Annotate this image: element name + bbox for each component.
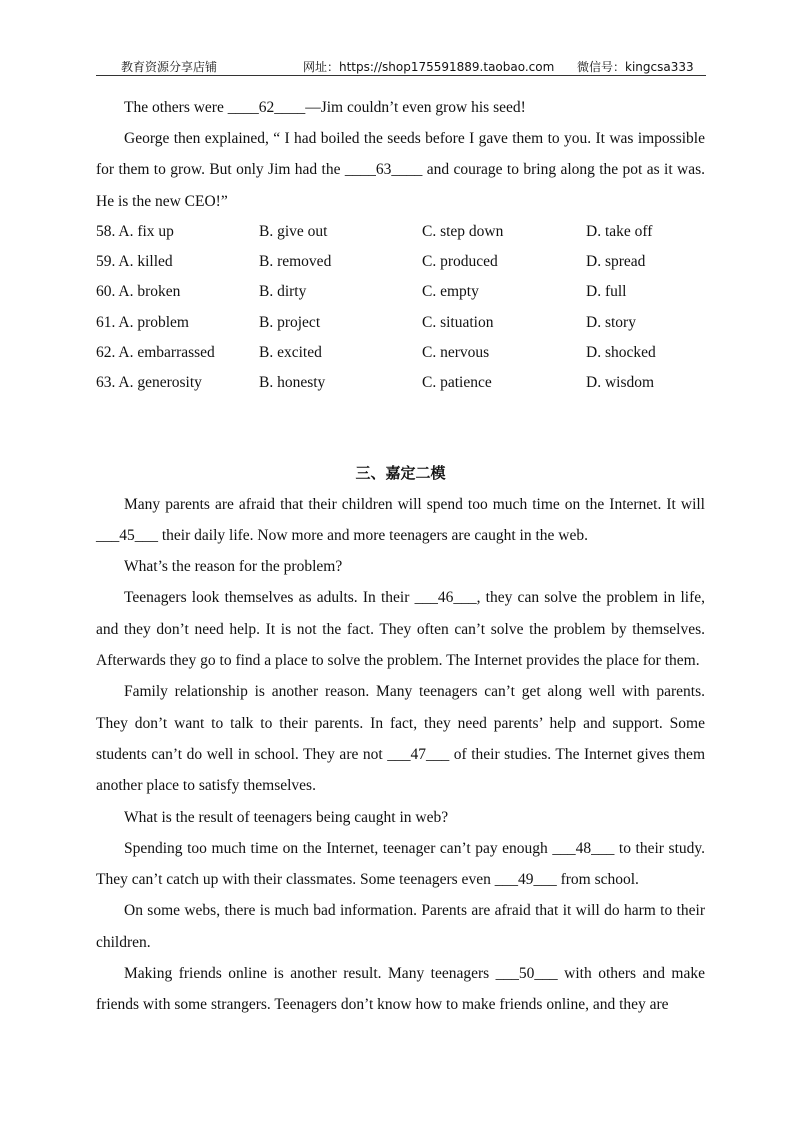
- option-d: D. spread: [586, 253, 646, 271]
- header-shop-name: 教育资源分享店铺: [121, 60, 218, 74]
- option-c: C. nervous: [422, 344, 490, 361]
- option-d: D. wisdom: [586, 374, 655, 392]
- option-b: B. project: [259, 313, 321, 331]
- option-a: 63. A. generosity: [96, 374, 202, 392]
- option-c: C. patience: [422, 374, 492, 392]
- option-row: [96, 217, 705, 247]
- option-row: [96, 338, 705, 368]
- option-c: C. produced: [422, 253, 498, 271]
- option-a: 59. A. killed: [96, 253, 173, 271]
- header-wechat: 微信号：kingcsa333: [577, 60, 694, 74]
- option-a: 62. A. embarrassed: [96, 344, 215, 361]
- section-passage: [96, 489, 705, 1021]
- passage-paragraph: What’s the reason for the problem?: [124, 558, 343, 576]
- option-b: B. excited: [259, 344, 322, 361]
- section-title: 三、嘉定二模: [355, 463, 446, 482]
- option-c: C. step down: [422, 222, 504, 240]
- option-b: B. dirty: [259, 283, 307, 301]
- passage-paragraph: What is the result of teenagers being caught in web?: [124, 808, 449, 826]
- option-d: D. take off: [586, 222, 653, 240]
- options-table: [96, 217, 705, 399]
- option-a: 58. A. fix up: [96, 222, 174, 240]
- page-header: [96, 57, 706, 76]
- passage-paragraph: George then explained, “ I had boiled the seeds before I gave them to you. It was impossible for them to grow. But only Jim had the ____63____ and courage to bring along the pot as it was. He is the new CEO!”: [96, 130, 705, 210]
- passage-paragraph: The others were ____62____—Jim couldn’t even grow his seed!: [124, 99, 526, 116]
- passage-paragraph: Many parents are afraid that their children will spend too much time on the Internet. It will ___45___ their daily life. Now more and more teenagers are caught in the web.: [96, 495, 705, 544]
- passage-paragraph: Teenagers look themselves as adults. In their ___46___, they can solve the problem in life, and they don’t need help. It is not the fact. They often can’t solve the problem by themselves. Afterwards they go to find a place to solve the problem. The Internet provides the place for them.: [96, 589, 705, 670]
- option-d: D. story: [586, 313, 636, 331]
- passage-paragraph: Making friends online is another result. Many teenagers ___50___ with others and make friends with some strangers. Teenagers don’t know how to make friends online, and they are: [96, 965, 705, 1014]
- option-row: [96, 247, 705, 277]
- option-b: B. removed: [259, 253, 332, 271]
- option-row: [96, 308, 705, 338]
- option-d: D. shocked: [586, 344, 656, 361]
- option-row: [96, 277, 705, 307]
- page-content: [96, 92, 705, 1021]
- passage-paragraph: Spending too much time on the Internet, teenager can’t pay enough ___48___ to their study. They can’t catch up with their classmates. Some teenagers even ___49___ from school.: [96, 839, 705, 889]
- option-b: B. honesty: [259, 374, 326, 392]
- option-c: C. situation: [422, 313, 494, 331]
- passage-paragraph: On some webs, there is much bad information. Parents are afraid that it will do harm to their children.: [96, 902, 705, 951]
- option-row: [96, 368, 705, 398]
- option-b: B. give out: [259, 222, 328, 240]
- option-d: D. full: [586, 283, 627, 301]
- header-url: 网址：https://shop175591889.taobao.com: [303, 60, 555, 74]
- option-a: 61. A. problem: [96, 313, 189, 331]
- passage-paragraph: Family relationship is another reason. Many teenagers can’t get along well with parents. They don’t want to talk to their parents. In fact, they need parents’ help and support. Some students can’t do well in school. They are not ___47___ of their studies. The Internet gives them another place to satisfy themselves.: [96, 683, 705, 795]
- option-a: 60. A. broken: [96, 283, 181, 301]
- option-c: C. empty: [422, 283, 479, 301]
